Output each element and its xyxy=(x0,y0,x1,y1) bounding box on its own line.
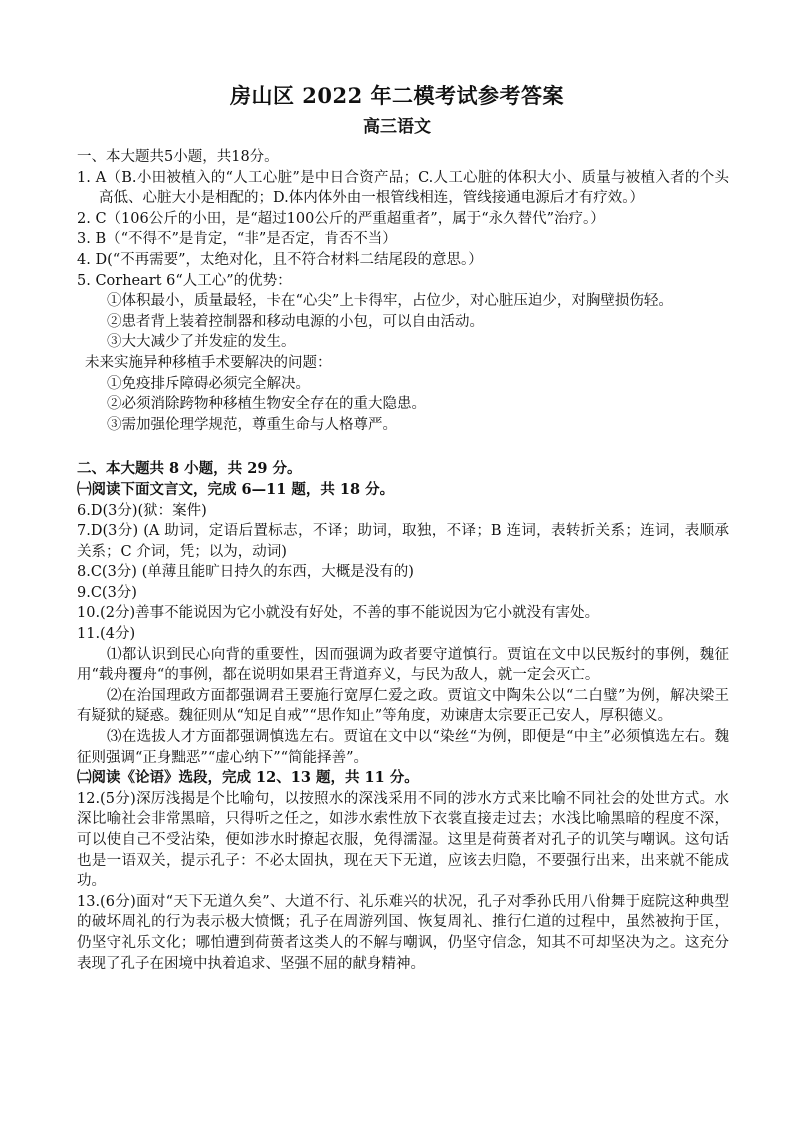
answer-4: 4. D(“不再需要”，太绝对化，且不符合材料二结尾段的意思。） xyxy=(77,251,483,268)
answer-10: 10.(2分)善事不能说因为它小就没有好处，不善的事不能说因为它小就没有害处。 xyxy=(77,605,600,622)
answer-5-future-2: ②必须消除跨物种移植生物安全存在的重大隐患。 xyxy=(107,396,426,413)
answer-6: 6.D(3分)(狱：案件) xyxy=(77,502,207,519)
section-spacer xyxy=(77,435,729,459)
answer-5-future-intro: 未来实施异种移植手术要解决的问题： xyxy=(85,354,332,371)
answer-5-intro: 5. Corheart 6“人工心”的优势： xyxy=(77,272,292,289)
section1-heading: 一、本大题共5小题，共18分。 xyxy=(77,149,279,165)
answer-8: 8.C(3分) (单薄且能旷日持久的东西，大概是没有的) xyxy=(77,564,414,581)
section2-part1-heading: ㈠阅读下面文言文，完成 6—11 题，共 18 分。 xyxy=(77,480,395,498)
answer-11-point-1: ⑴都认识到民心向背的重要性，因而强调为政者要守道慎行。贾谊在文中以民叛纣的事例，魏征用“载舟覆舟“的事例，都在说明如果君王背道弃义，与民为敌人，就一定会灭亡。 xyxy=(77,646,729,684)
answer-3: 3. B（“不得不”是肯定，“非”是否定，肯否不当） xyxy=(77,231,397,248)
answer-1: 1. A（B.小田被植入的“人工心脏”是中日合资产品；C.人工心脏的体积大小、质量与被植入者的个头高低、心脏大小是相配的；D.体内体外由一根管线相连，管线接通电源后才有疗效。） xyxy=(77,169,729,207)
answer-5-advantage-2: ②患者背上装着控制器和移动电源的小包，可以自由活动。 xyxy=(107,313,484,330)
answer-5-future-3: ③需加强伦理学规范，尊重生命与人格尊严。 xyxy=(107,416,397,433)
answer-9: 9.C(3分) xyxy=(77,584,137,601)
section2-part2-heading: ㈡阅读《论语》选段，完成 12、13 题，共 11 分。 xyxy=(77,769,419,787)
answer-11-point-2: ⑵在治国理政方面都强调君王要施行宽厚仁爱之政。贾谊文中陶朱公以“二白璧”为例，解决梁王有疑狱的疑惑。魏征则从“知足自戒”“思作知止”等角度，劝谏唐太宗要正己安人，厚积德义。 xyxy=(77,687,729,725)
answer-5-advantage-1: ①体积最小，质量最轻，卡在“心尖”上卡得牢，占位少，对心脏压迫少，对胸壁损伤轻。 xyxy=(107,293,673,310)
answer-7: 7.D(3分) (A 助词，定语后置标志，不译；助词，取独，不译；B 连词，表转折关系；连词，表顺承关系；C 介词，凭；以为，动词) xyxy=(77,523,729,560)
document-body xyxy=(77,147,729,974)
answer-13: 13.(6分)面对“天下无道久矣”、大道不行、礼乐难兴的状况，孔子对季孙氏用八佾舞于庭院这种典型的破坏周礼的行为表示极大愤慨；孔子在周游列国、恢复周礼、推行仁道的过程中，虽然被拘于匡，仍坚守礼乐文化；哪怕遭到荷蒉者这类人的不解与嘲讽，仍坚守信念，知其不可却坚决为之。这充分表现了孔子在困境中执着追求、坚强不屈的献身精神。 xyxy=(77,893,729,972)
answer-5-advantage-3: ③大大减少了并发症的发生。 xyxy=(107,334,296,351)
answer-11-point-3: ⑶在选拔人才方面都强调慎选左右。贾谊在文中以“染丝“为例，即便是“中主”必须慎选左右。魏征则强调“正身黜恶”“虚心纳下”“简能择善”。 xyxy=(77,729,729,766)
answer-11-intro: 11.(4分) xyxy=(77,626,136,643)
answer-2: 2. C（106公斤的小田，是“超过100公斤的严重超重者”，属于“永久替代”治疗。） xyxy=(77,210,605,227)
answer-5-future-1: ①免疫排斥障碍必须完全解决。 xyxy=(107,375,310,392)
section2-heading: 二、本大题共 8 小题，共 29 分。 xyxy=(77,460,302,478)
document-title: 房山区 2022 年二模考试参考答案 xyxy=(229,83,565,108)
answer-12: 12.(5分)深厉浅揭是个比喻句，以按照水的深浅采用不同的涉水方式来比喻不同社会的处世方式。水深比喻社会非常黑暗，只得听之任之，如涉水索性放下衣裳直接走过去；水浅比喻黑暗的程度不深，可以使自己不受沾染，便如涉水时撩起衣服，免得濡湿。这里是荷蒉者对孔子的讥笑与嘲讽。这句话也是一语双关，提示孔子：不必太固执，现在天下无道，应该去归隐，不要强行出来，出来就不能成功。 xyxy=(77,790,729,890)
document-subtitle: 高三语文 xyxy=(363,117,431,137)
